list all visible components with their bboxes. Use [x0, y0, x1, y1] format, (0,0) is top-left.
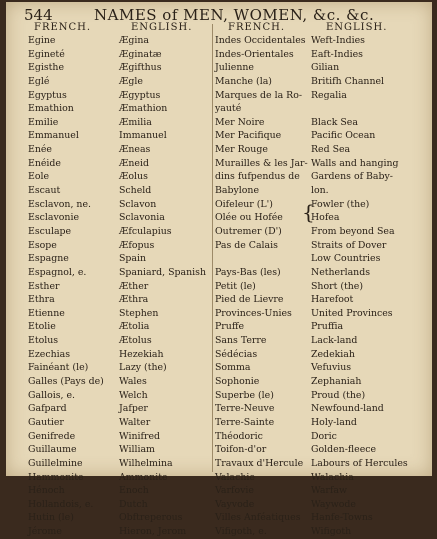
right-english-entry: Wifigoth [311, 526, 352, 538]
right-english-entry: Hanfe-Towns [311, 512, 373, 524]
right-english-entry: Gilian [311, 62, 340, 74]
left-english-entry: Enoch [119, 485, 149, 497]
right-english-entry: Holy-land [311, 416, 357, 428]
right-french-entry: Vayvode [215, 498, 255, 510]
left-french-entry: Esope [28, 239, 57, 251]
left-english-entry: Æthra [119, 294, 149, 306]
book-page [6, 2, 432, 538]
left-french-entry: Galles (Pays de) [28, 376, 104, 388]
left-english-entry: Hieron, Jerom [119, 526, 187, 538]
right-french-entry: Olée ou Hofée [215, 212, 283, 224]
right-english-entry: Golden-fleece [311, 444, 377, 456]
left-english-entry: Ægyptus [119, 89, 161, 101]
right-english-entry: Black Sea [311, 116, 358, 128]
left-french-entry: Escaut [28, 185, 61, 197]
page-number: 544 [24, 6, 53, 24]
left-english-entry: Ægifthus [119, 62, 162, 74]
right-english-entry: Harefoot [311, 294, 354, 306]
left-english-column [119, 34, 214, 539]
right-french-entry: Somma [215, 362, 251, 374]
right-french-entry: Varfovie [215, 485, 254, 497]
right-english-column [311, 34, 426, 539]
right-english-entry [311, 102, 426, 116]
left-french-entry: Gautier [28, 416, 64, 428]
right-english-entry: Doric [311, 430, 337, 442]
left-english-entry: Æther [119, 280, 149, 292]
right-english-entry: Red Sea [311, 144, 351, 156]
column-header-french-left: FRENCH. [34, 22, 92, 33]
right-english-entry: Waywode [311, 498, 356, 510]
right-french-entry: Babylone [215, 185, 260, 197]
left-french-entry: Esther [28, 280, 60, 292]
left-french-entry: Esclavon, ne. [28, 198, 91, 210]
right-english-entry: Newfound-land [311, 403, 384, 415]
left-french-entry: Guillaume [28, 444, 77, 456]
left-english-entry: Æneid [119, 157, 149, 169]
right-french-entry: Outremer (D') [215, 225, 282, 237]
right-english-entry: Straits of Dover [311, 239, 387, 251]
left-french-entry: Gallois, e. [28, 389, 76, 401]
left-french-entry: Egine [28, 35, 56, 46]
left-english-entry: Walter [119, 416, 151, 428]
left-english-entry: Dutch [119, 498, 148, 510]
right-french-entry: Murailles & les Jar- [215, 157, 308, 169]
left-french-entry: Emathion [28, 103, 74, 115]
right-english-entry: Eaft-Indies [311, 48, 363, 60]
left-english-entry: Ægina [119, 35, 150, 46]
right-english-entry: Proud (the) [311, 389, 366, 401]
left-english-entry: Wilhelmina [119, 457, 173, 469]
right-french-entry: Terre-Sainte [215, 416, 275, 428]
left-english-entry: Æfopus [119, 239, 155, 251]
left-french-entry: Enéide [28, 157, 61, 169]
right-english-entry: Hofea [311, 212, 340, 224]
right-english-entry: Vefuvius [311, 362, 352, 374]
right-french-entry: Julienne [215, 62, 254, 74]
right-french-entry: Indes Occidentales [215, 35, 306, 46]
left-french-entry: Emmanuel [28, 130, 79, 142]
right-french-entry: Marques de la Ro- [215, 89, 303, 101]
left-english-entry: Æmathion [119, 103, 168, 115]
left-english-entry: Æfculapius [119, 225, 172, 237]
right-french-entry: Oifeleur (L') [215, 198, 273, 210]
right-french-entry: Valachie [215, 471, 255, 483]
right-french-entry: Travaux d'Hercule [215, 457, 304, 469]
right-french-entry: Manche (la) [215, 75, 272, 87]
left-english-entry: Winifred [119, 430, 161, 442]
left-french-entry: Espagne [28, 253, 69, 265]
right-french-entry: Sophonie [215, 376, 260, 388]
right-english-entry: United Provinces [311, 307, 393, 319]
left-french-entry: Jérome [28, 526, 62, 538]
left-french-entry: Esculape [28, 225, 72, 237]
right-french-entry: Mer Rouge [215, 144, 268, 156]
right-french-entry: Vifigoth, e. [215, 526, 267, 538]
left-french-entry: Egyptus [28, 89, 67, 101]
right-french-entry: Pas de Calais [215, 239, 278, 251]
left-english-entry: Sclavonia [119, 212, 165, 224]
right-french-entry: Pied de Lievre [215, 294, 284, 306]
left-english-entry: Stephen [119, 307, 159, 319]
left-english-entry: Ætolus [119, 335, 152, 347]
right-french-entry: Villes Anféatiques [215, 512, 301, 524]
right-english-entry: Pacific Ocean [311, 130, 376, 142]
left-french-entry: Fainéant (le) [28, 362, 89, 374]
brace-mark: { [302, 200, 315, 224]
left-french-entry: Ethra [28, 294, 55, 306]
left-french-entry: Genifrede [28, 430, 76, 442]
left-french-entry: Ezechias [28, 348, 71, 360]
right-french-entry: Sédécias [215, 348, 258, 360]
left-english-entry: Obftreperous [119, 512, 183, 524]
column-header-english-right: ENGLISH. [326, 22, 388, 33]
right-english-entry: Zedekiah [311, 348, 355, 360]
right-french-entry: Superbe (le) [215, 389, 274, 401]
right-french-entry: Mer Noire [215, 116, 265, 128]
column-header-english-left: ENGLISH. [131, 22, 193, 33]
right-english-entry: lon. [311, 185, 329, 197]
left-french-entry: Egineté [28, 48, 65, 60]
left-french-entry: Etolie [28, 321, 56, 333]
page-title: NAMES of MEN, WOMEN, &c. &c. [94, 6, 375, 24]
right-french-entry: yauté [215, 103, 242, 115]
left-english-entry: Welch [119, 389, 148, 401]
right-english-entry: From beyond Sea [311, 225, 395, 237]
left-english-entry: Lazy (the) [119, 362, 167, 374]
right-french-entry: Théodoric [215, 430, 263, 442]
left-english-entry: Jafper [119, 403, 148, 415]
left-french-entry: Gafpard [28, 403, 67, 415]
right-english-entry: Walachia [311, 471, 354, 483]
page-header [6, 2, 432, 24]
right-french-entry: Petit (le) [215, 280, 256, 292]
right-english-entry: Weft-Indies [311, 35, 365, 46]
right-french-entry: Indes-Orientales [215, 48, 294, 60]
left-french-entry: Egisthe [28, 62, 65, 74]
left-english-entry: Æmilia [119, 116, 152, 128]
right-english-entry: Lack-land [311, 335, 358, 347]
left-french-entry: Esclavonie [28, 212, 80, 224]
left-french-entry: Eglé [28, 75, 50, 87]
left-french-entry: Espagnol, e. [28, 266, 87, 278]
right-english-entry: Zephaniah [311, 376, 362, 388]
left-english-entry: Scheld [119, 185, 152, 197]
left-french-entry: Etolus [28, 335, 59, 347]
left-english-entry: Æginatæ [119, 48, 162, 60]
right-english-entry: Britifh Channel [311, 75, 385, 87]
column-header-french-right: FRENCH. [228, 22, 286, 33]
right-french-entry: Pruffe [215, 321, 245, 333]
left-english-entry: Spain [119, 253, 147, 265]
right-english-entry: Low Countries [311, 253, 381, 265]
left-english-entry: Ammonite [119, 471, 168, 483]
left-french-entry: Eole [28, 171, 50, 183]
right-french-entry: dins fufpendus de [215, 171, 300, 183]
left-english-entry: Sclavon [119, 198, 157, 210]
right-french-entry: Provinces-Unies [215, 307, 292, 319]
left-english-entry: William [119, 444, 155, 456]
left-english-entry: Spaniard, Spanish [119, 266, 206, 278]
right-english-entry: Labours of Hercules [311, 457, 408, 469]
right-english-entry: Pruffia [311, 321, 344, 333]
right-english-entry: Walls and hanging [311, 157, 399, 169]
left-french-column [28, 34, 123, 539]
left-french-entry: Etienne [28, 307, 65, 319]
left-english-entry: Ætolia [119, 321, 150, 333]
left-french-entry: Emilie [28, 116, 59, 128]
right-english-entry: Netherlands [311, 266, 371, 278]
right-english-entry: Short (the) [311, 280, 364, 292]
left-english-entry: Immanuel [119, 130, 167, 142]
left-french-entry: Hammonite [28, 471, 84, 483]
left-french-entry: Hénoch [28, 485, 65, 497]
right-french-entry: Terre-Neuve [215, 403, 275, 415]
left-french-entry: Enée [28, 144, 52, 156]
right-english-entry: Gardens of Baby- [311, 171, 393, 183]
right-french-entry: Sans Terre [215, 335, 267, 347]
left-english-entry: Ægle [119, 75, 143, 87]
right-english-entry: Warfaw [311, 485, 347, 497]
right-french-entry: Mer Pacifique [215, 130, 282, 142]
right-english-entry: Fowler (the) [311, 198, 370, 210]
left-english-entry: Æolus [119, 171, 148, 183]
left-english-entry: Wales [119, 376, 147, 388]
right-french-entry: Toifon-d'or [215, 444, 267, 456]
right-english-entry: Regalia [311, 89, 347, 101]
left-french-entry: Hollandois, e. [28, 498, 94, 510]
left-french-entry: Hutin (le) [28, 512, 74, 524]
left-french-entry: Guillelmine [28, 457, 83, 469]
left-english-entry: Hezekiah [119, 348, 164, 360]
left-english-entry: Æneas [119, 144, 151, 156]
right-french-entry: Pays-Bas (les) [215, 266, 281, 278]
